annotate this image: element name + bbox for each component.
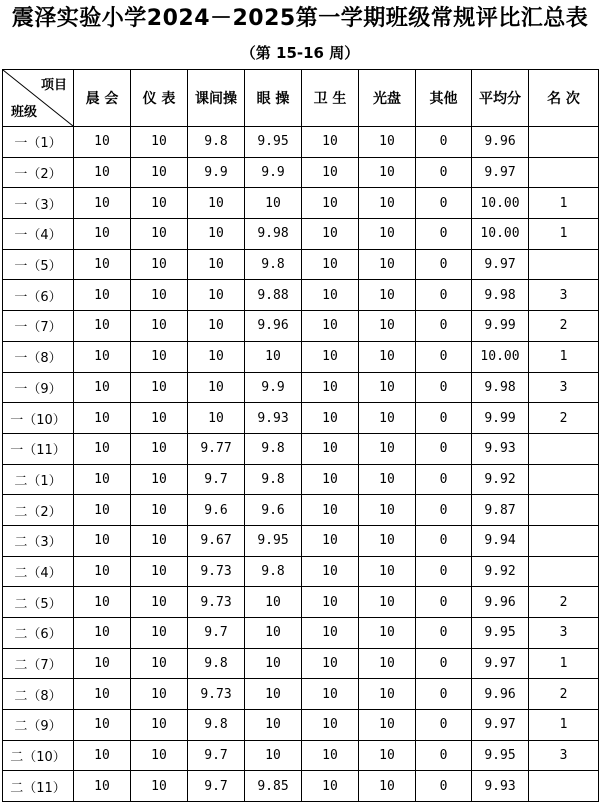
other-cell: 0 — [416, 525, 472, 556]
class-name-cell: 二（1） — [3, 464, 74, 495]
class-name-cell: 二（3） — [3, 525, 74, 556]
rank-cell: 3 — [529, 740, 599, 771]
other-cell: 0 — [416, 618, 472, 649]
appearance-cell: 10 — [131, 556, 188, 587]
average-score-cell: 9.97 — [472, 249, 529, 280]
class-name-cell: 二（11） — [3, 771, 74, 802]
morning-meeting-cell: 10 — [74, 188, 131, 219]
clean-plate-cell: 10 — [359, 710, 416, 741]
hygiene-cell: 10 — [302, 433, 359, 464]
clean-plate-cell: 10 — [359, 618, 416, 649]
clean-plate-cell: 10 — [359, 495, 416, 526]
clean-plate-cell: 10 — [359, 525, 416, 556]
eye-exercise-cell: 9.93 — [245, 403, 302, 434]
rank-cell: 1 — [529, 341, 599, 372]
table-row — [3, 341, 599, 372]
other-cell: 0 — [416, 679, 472, 710]
table-body — [3, 127, 599, 802]
eye-exercise-cell: 9.8 — [245, 249, 302, 280]
eye-exercise-cell: 9.9 — [245, 157, 302, 188]
other-cell: 0 — [416, 219, 472, 250]
clean-plate-cell: 10 — [359, 249, 416, 280]
appearance-cell: 10 — [131, 280, 188, 311]
morning-meeting-cell: 10 — [74, 740, 131, 771]
appearance-cell: 10 — [131, 525, 188, 556]
hygiene-cell: 10 — [302, 556, 359, 587]
appearance-cell: 10 — [131, 710, 188, 741]
clean-plate-cell: 10 — [359, 127, 416, 158]
class-name-cell: 一（3） — [3, 188, 74, 219]
rank-cell: 3 — [529, 618, 599, 649]
rank-cell: 1 — [529, 710, 599, 741]
hygiene-cell: 10 — [302, 618, 359, 649]
hygiene-cell: 10 — [302, 495, 359, 526]
exercise-cell: 9.7 — [188, 464, 245, 495]
morning-meeting-cell: 10 — [74, 433, 131, 464]
eye-exercise-cell: 9.95 — [245, 127, 302, 158]
class-name-cell: 二（6） — [3, 618, 74, 649]
morning-meeting-cell: 10 — [74, 311, 131, 342]
clean-plate-cell: 10 — [359, 188, 416, 219]
class-name-cell: 二（7） — [3, 648, 74, 679]
class-name-cell: 二（9） — [3, 710, 74, 741]
hygiene-cell: 10 — [302, 219, 359, 250]
eye-exercise-cell: 9.98 — [245, 219, 302, 250]
rank-cell — [529, 157, 599, 188]
appearance-cell: 10 — [131, 311, 188, 342]
average-score-cell: 9.93 — [472, 771, 529, 802]
rank-cell — [529, 525, 599, 556]
corner-label-class: 班级 — [11, 105, 38, 120]
table-row — [3, 433, 599, 464]
appearance-cell: 10 — [131, 433, 188, 464]
table-row — [3, 372, 599, 403]
table-row — [3, 525, 599, 556]
other-cell: 0 — [416, 495, 472, 526]
column-header: 光盘 — [359, 70, 416, 127]
appearance-cell: 10 — [131, 341, 188, 372]
hygiene-cell: 10 — [302, 157, 359, 188]
morning-meeting-cell: 10 — [74, 219, 131, 250]
average-score-cell: 9.98 — [472, 280, 529, 311]
exercise-cell: 10 — [188, 372, 245, 403]
clean-plate-cell: 10 — [359, 740, 416, 771]
eye-exercise-cell: 10 — [245, 341, 302, 372]
average-score-cell: 9.87 — [472, 495, 529, 526]
morning-meeting-cell: 10 — [74, 525, 131, 556]
header-row — [3, 70, 599, 127]
appearance-cell: 10 — [131, 495, 188, 526]
appearance-cell: 10 — [131, 679, 188, 710]
appearance-cell: 10 — [131, 618, 188, 649]
rank-cell — [529, 127, 599, 158]
rank-cell — [529, 249, 599, 280]
exercise-cell: 10 — [188, 311, 245, 342]
morning-meeting-cell: 10 — [74, 403, 131, 434]
clean-plate-cell: 10 — [359, 157, 416, 188]
morning-meeting-cell: 10 — [74, 280, 131, 311]
rank-cell — [529, 464, 599, 495]
appearance-cell: 10 — [131, 587, 188, 618]
eye-exercise-cell: 10 — [245, 618, 302, 649]
table-row — [3, 127, 599, 158]
average-score-cell: 9.98 — [472, 372, 529, 403]
exercise-cell: 9.8 — [188, 127, 245, 158]
table-row — [3, 556, 599, 587]
exercise-cell: 9.8 — [188, 648, 245, 679]
table-row — [3, 710, 599, 741]
exercise-cell: 9.6 — [188, 495, 245, 526]
eye-exercise-cell: 9.9 — [245, 372, 302, 403]
corner-header-cell — [3, 70, 74, 127]
exercise-cell: 9.8 — [188, 710, 245, 741]
clean-plate-cell: 10 — [359, 771, 416, 802]
other-cell: 0 — [416, 341, 472, 372]
clean-plate-cell: 10 — [359, 403, 416, 434]
table-row — [3, 587, 599, 618]
eye-exercise-cell: 9.85 — [245, 771, 302, 802]
column-header: 晨 会 — [74, 70, 131, 127]
rank-cell: 2 — [529, 311, 599, 342]
clean-plate-cell: 10 — [359, 679, 416, 710]
rank-cell: 1 — [529, 648, 599, 679]
corner-label-item: 项目 — [40, 78, 67, 93]
hygiene-cell: 10 — [302, 311, 359, 342]
other-cell: 0 — [416, 403, 472, 434]
hygiene-cell: 10 — [302, 740, 359, 771]
eye-exercise-cell: 9.6 — [245, 495, 302, 526]
average-score-cell: 9.95 — [472, 740, 529, 771]
rank-cell: 3 — [529, 280, 599, 311]
morning-meeting-cell: 10 — [74, 587, 131, 618]
clean-plate-cell: 10 — [359, 556, 416, 587]
average-score-cell: 10.00 — [472, 219, 529, 250]
morning-meeting-cell: 10 — [74, 464, 131, 495]
hygiene-cell: 10 — [302, 341, 359, 372]
table-row — [3, 219, 599, 250]
morning-meeting-cell: 10 — [74, 771, 131, 802]
class-name-cell: 二（4） — [3, 556, 74, 587]
other-cell: 0 — [416, 127, 472, 158]
class-name-cell: 一（2） — [3, 157, 74, 188]
table-row — [3, 495, 599, 526]
hygiene-cell: 10 — [302, 771, 359, 802]
appearance-cell: 10 — [131, 648, 188, 679]
morning-meeting-cell: 10 — [74, 341, 131, 372]
hygiene-cell: 10 — [302, 249, 359, 280]
table-row — [3, 464, 599, 495]
other-cell: 0 — [416, 464, 472, 495]
average-score-cell: 9.96 — [472, 679, 529, 710]
class-name-cell: 一（11） — [3, 433, 74, 464]
exercise-cell: 9.73 — [188, 556, 245, 587]
eye-exercise-cell: 10 — [245, 587, 302, 618]
clean-plate-cell: 10 — [359, 311, 416, 342]
appearance-cell: 10 — [131, 403, 188, 434]
other-cell: 0 — [416, 157, 472, 188]
hygiene-cell: 10 — [302, 127, 359, 158]
class-name-cell: 一（4） — [3, 219, 74, 250]
table-row — [3, 740, 599, 771]
class-name-cell: 二（2） — [3, 495, 74, 526]
column-header: 平均分 — [472, 70, 529, 127]
exercise-cell: 10 — [188, 249, 245, 280]
score-table — [2, 69, 599, 802]
clean-plate-cell: 10 — [359, 464, 416, 495]
exercise-cell: 9.73 — [188, 679, 245, 710]
other-cell: 0 — [416, 433, 472, 464]
average-score-cell: 9.92 — [472, 464, 529, 495]
eye-exercise-cell: 9.95 — [245, 525, 302, 556]
class-name-cell: 一（10） — [3, 403, 74, 434]
eye-exercise-cell: 10 — [245, 188, 302, 219]
rank-cell — [529, 556, 599, 587]
table-row — [3, 403, 599, 434]
average-score-cell: 9.97 — [472, 157, 529, 188]
hygiene-cell: 10 — [302, 403, 359, 434]
appearance-cell: 10 — [131, 372, 188, 403]
column-header: 名 次 — [529, 70, 599, 127]
table-row — [3, 188, 599, 219]
morning-meeting-cell: 10 — [74, 495, 131, 526]
table-row — [3, 249, 599, 280]
other-cell: 0 — [416, 280, 472, 311]
hygiene-cell: 10 — [302, 648, 359, 679]
exercise-cell: 10 — [188, 188, 245, 219]
class-name-cell: 一（7） — [3, 311, 74, 342]
eye-exercise-cell: 10 — [245, 710, 302, 741]
clean-plate-cell: 10 — [359, 648, 416, 679]
class-name-cell: 二（8） — [3, 679, 74, 710]
average-score-cell: 10.00 — [472, 188, 529, 219]
morning-meeting-cell: 10 — [74, 157, 131, 188]
clean-plate-cell: 10 — [359, 280, 416, 311]
other-cell: 0 — [416, 556, 472, 587]
average-score-cell: 9.99 — [472, 311, 529, 342]
rank-cell: 2 — [529, 679, 599, 710]
column-header: 课间操 — [188, 70, 245, 127]
eye-exercise-cell: 9.8 — [245, 464, 302, 495]
other-cell: 0 — [416, 372, 472, 403]
eye-exercise-cell: 9.8 — [245, 433, 302, 464]
exercise-cell: 10 — [188, 341, 245, 372]
class-name-cell: 一（9） — [3, 372, 74, 403]
average-score-cell: 9.93 — [472, 433, 529, 464]
column-header: 卫 生 — [302, 70, 359, 127]
exercise-cell: 9.73 — [188, 587, 245, 618]
exercise-cell: 9.77 — [188, 433, 245, 464]
class-name-cell: 一（6） — [3, 280, 74, 311]
table-row — [3, 311, 599, 342]
hygiene-cell: 10 — [302, 710, 359, 741]
class-name-cell: 一（5） — [3, 249, 74, 280]
page-subtitle: （第 15-16 周） — [240, 44, 360, 62]
table-row — [3, 679, 599, 710]
clean-plate-cell: 10 — [359, 219, 416, 250]
average-score-cell: 9.97 — [472, 648, 529, 679]
hygiene-cell: 10 — [302, 679, 359, 710]
clean-plate-cell: 10 — [359, 372, 416, 403]
average-score-cell: 9.99 — [472, 403, 529, 434]
hygiene-cell: 10 — [302, 587, 359, 618]
rank-cell: 1 — [529, 188, 599, 219]
hygiene-cell: 10 — [302, 188, 359, 219]
hygiene-cell: 10 — [302, 464, 359, 495]
morning-meeting-cell: 10 — [74, 127, 131, 158]
appearance-cell: 10 — [131, 464, 188, 495]
appearance-cell: 10 — [131, 771, 188, 802]
average-score-cell: 9.95 — [472, 618, 529, 649]
other-cell: 0 — [416, 587, 472, 618]
average-score-cell: 9.96 — [472, 127, 529, 158]
class-name-cell: 一（8） — [3, 341, 74, 372]
eye-exercise-cell: 10 — [245, 648, 302, 679]
table-row — [3, 280, 599, 311]
hygiene-cell: 10 — [302, 280, 359, 311]
exercise-cell: 10 — [188, 280, 245, 311]
other-cell: 0 — [416, 311, 472, 342]
exercise-cell: 9.7 — [188, 740, 245, 771]
class-name-cell: 二（10） — [3, 740, 74, 771]
clean-plate-cell: 10 — [359, 341, 416, 372]
other-cell: 0 — [416, 771, 472, 802]
appearance-cell: 10 — [131, 157, 188, 188]
rank-cell — [529, 771, 599, 802]
appearance-cell: 10 — [131, 188, 188, 219]
exercise-cell: 9.67 — [188, 525, 245, 556]
column-header: 其他 — [416, 70, 472, 127]
appearance-cell: 10 — [131, 249, 188, 280]
hygiene-cell: 10 — [302, 372, 359, 403]
morning-meeting-cell: 10 — [74, 679, 131, 710]
other-cell: 0 — [416, 249, 472, 280]
exercise-cell: 10 — [188, 219, 245, 250]
appearance-cell: 10 — [131, 219, 188, 250]
other-cell: 0 — [416, 648, 472, 679]
exercise-cell: 10 — [188, 403, 245, 434]
average-score-cell: 9.96 — [472, 587, 529, 618]
eye-exercise-cell: 10 — [245, 740, 302, 771]
column-header: 眼 操 — [245, 70, 302, 127]
morning-meeting-cell: 10 — [74, 249, 131, 280]
rank-cell: 2 — [529, 587, 599, 618]
other-cell: 0 — [416, 740, 472, 771]
clean-plate-cell: 10 — [359, 587, 416, 618]
clean-plate-cell: 10 — [359, 433, 416, 464]
eye-exercise-cell: 10 — [245, 679, 302, 710]
other-cell: 0 — [416, 710, 472, 741]
morning-meeting-cell: 10 — [74, 710, 131, 741]
table-row — [3, 157, 599, 188]
rank-cell: 3 — [529, 372, 599, 403]
rank-cell — [529, 433, 599, 464]
average-score-cell: 9.97 — [472, 710, 529, 741]
rank-cell — [529, 495, 599, 526]
average-score-cell: 9.94 — [472, 525, 529, 556]
morning-meeting-cell: 10 — [74, 648, 131, 679]
exercise-cell: 9.9 — [188, 157, 245, 188]
eye-exercise-cell: 9.96 — [245, 311, 302, 342]
table-row — [3, 648, 599, 679]
average-score-cell: 9.92 — [472, 556, 529, 587]
table-row — [3, 618, 599, 649]
table-row — [3, 771, 599, 802]
class-name-cell: 二（5） — [3, 587, 74, 618]
average-score-cell: 10.00 — [472, 341, 529, 372]
appearance-cell: 10 — [131, 740, 188, 771]
rank-cell: 1 — [529, 219, 599, 250]
morning-meeting-cell: 10 — [74, 372, 131, 403]
page-title: 震泽实验小学2024－2025第一学期班级常规评比汇总表 — [11, 6, 589, 31]
exercise-cell: 9.7 — [188, 618, 245, 649]
hygiene-cell: 10 — [302, 525, 359, 556]
eye-exercise-cell: 9.8 — [245, 556, 302, 587]
other-cell: 0 — [416, 188, 472, 219]
morning-meeting-cell: 10 — [74, 556, 131, 587]
rank-cell: 2 — [529, 403, 599, 434]
appearance-cell: 10 — [131, 127, 188, 158]
exercise-cell: 9.7 — [188, 771, 245, 802]
column-header: 仪 表 — [131, 70, 188, 127]
eye-exercise-cell: 9.88 — [245, 280, 302, 311]
morning-meeting-cell: 10 — [74, 618, 131, 649]
class-name-cell: 一（1） — [3, 127, 74, 158]
